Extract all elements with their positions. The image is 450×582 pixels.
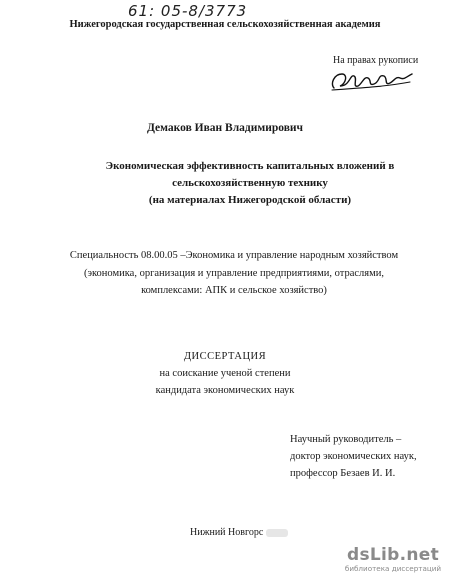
city-year: Нижний Новгорс (190, 527, 264, 538)
year-smudge (266, 529, 288, 537)
advisor-block (290, 431, 417, 482)
dissertation-degree-block (0, 348, 450, 399)
signature-icon (328, 68, 416, 99)
dissertation-heading: ДИССЕРТАЦИЯ (183, 351, 267, 362)
advisor-line: Научный руководитель – (290, 434, 402, 445)
degree-line: кандидата экономических наук (155, 385, 295, 396)
specialty-block (40, 247, 428, 300)
specialty-line: Специальность 08.00.05 –Экономика и управление народным хозяйством (69, 250, 399, 261)
author-name: Демаков Иван Владимирович (146, 122, 304, 134)
manuscript-rights-label: На правах рукописи (333, 55, 419, 66)
academy-name: Нижегородская государственная сельскохозяйственная академия (69, 19, 381, 30)
title-line: сельскохозяйственную технику (172, 177, 328, 189)
title-line: Экономическая эффективность капитальных вложений в (105, 160, 395, 172)
watermark-logo-text: dsLib.net (346, 545, 440, 565)
specialty-line: (экономика, организация и управление предприятиями, отраслями, (83, 267, 385, 279)
specialty-line: комплексами: АПК и сельское хозяйство) (141, 285, 327, 296)
watermark-subtitle: библиотека диссертаций (344, 564, 442, 573)
title-line: (на материалах Нижегородской области) (148, 194, 352, 206)
dissertation-title (40, 158, 450, 209)
degree-line: на соискание ученой степени (159, 368, 291, 379)
advisor-line: профессор Безаев И. И. (290, 468, 396, 479)
watermark-logo (340, 545, 446, 573)
archive-code-handwritten: 61: 05-8/3773 (128, 2, 248, 20)
advisor-line: доктор экономических наук, (290, 451, 417, 462)
